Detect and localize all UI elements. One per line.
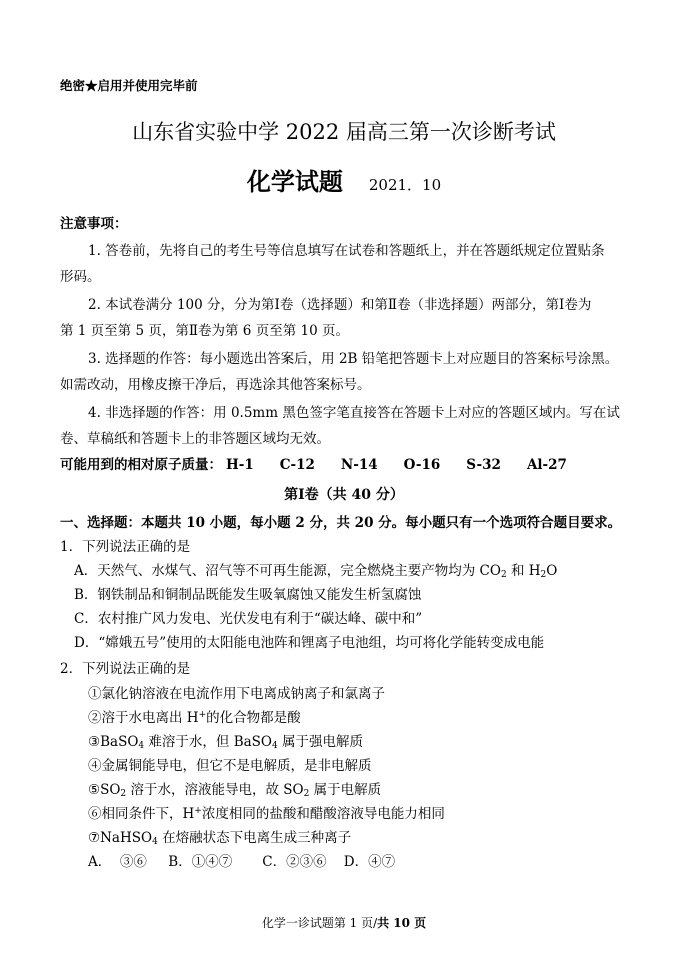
exam-date: 2021．10 — [368, 176, 442, 194]
confidential-label: 绝密★启用并使用完毕前 — [60, 78, 198, 93]
question-1-option-a: A．天然气、水煤气、沼气等不可再生能源，完全燃烧主要产物均为 $CO_2$ 和 $H_2O$ — [74, 563, 558, 580]
subject-row — [0, 162, 688, 197]
note-3-line-1: 3. 选择题的作答：每小题选出答案后，用 2B 铅笔把答题卡上对应题目的答案标号涂黑。 — [88, 351, 619, 367]
question-2-statement-6: ⑥相同条件下，H+浓度相同的盐酸和醋酸溶液导电能力相同 — [88, 806, 445, 822]
question-2-statement-1: ①氯化钠溶液在电流作用下电离成钠离子和氯离子 — [88, 686, 385, 702]
question-2-options: A． ③⑥ B．①④⑦ C．②③⑥ D．④⑦ — [88, 854, 396, 870]
atomic-mass-item: N-14 — [340, 457, 378, 473]
question-2-statement-5: $⑤SO_2$ 溶于水，溶液能导电，故 $SO_2$ 属于电解质 — [88, 782, 382, 799]
note-1-line-2: 形码。 — [60, 269, 101, 285]
atomic-mass-item: C-12 — [279, 457, 315, 473]
question-2-statement-3: ③BaSO$_4$ 难溶于水，但 BaSO$_4$ 属于强电解质 — [88, 734, 364, 751]
atomic-mass-label: 可能用到的相对原子质量： — [60, 457, 222, 473]
question-1-stem: 1．下列说法正确的是 — [60, 539, 191, 555]
notes-heading: 注意事项： — [60, 216, 128, 232]
question-2-statement-7: ⑦NaHSO$_4$ 在熔融状态下电离生成三种离子 — [88, 830, 352, 847]
atomic-mass-item: O-16 — [403, 457, 441, 473]
note-2-line-2: 第 1 页至第 5 页，第Ⅱ卷为第 6 页至第 10 页。 — [60, 323, 349, 339]
atomic-mass-item: Al-27 — [526, 457, 567, 473]
question-2-stem: 2．下列说法正确的是 — [60, 661, 191, 677]
subject-title: 化学试题 — [246, 167, 343, 196]
part-1-heading: 第Ⅰ卷（共 40 分） — [284, 487, 404, 503]
note-1-line-1: 1. 答卷前，先将自己的考生号等信息填写在试卷和答题纸上，并在答题纸规定位置贴条 — [88, 243, 605, 259]
question-2-statement-2: ②溶于水电离出 H+的化合物都是酸 — [88, 710, 301, 726]
atomic-mass-item: H-1 — [226, 457, 254, 473]
note-2-line-1: 2. 本试卷满分 100 分，分为第Ⅰ卷（选择题）和第Ⅱ卷（非选择题）两部分，第Ⅰ卷为 — [88, 297, 592, 313]
section-instruction: 一、选择题：本题共 10 小题，每小题 2 分，共 20 分。每小题只有一个选项符合题目要求。 — [60, 515, 622, 531]
note-4-line-1: 4. 非选择题的作答：用 0.5mm 黑色签字笔直接答在答题卡上对应的答题区域内。写在试 — [88, 405, 620, 421]
question-1-option-b: B．钢铁制品和铜制品既能发生吸氧腐蚀又能发生析氢腐蚀 — [74, 587, 422, 603]
page-footer: 化学一诊试题第 1 页/共 10 页 — [261, 916, 427, 930]
atomic-mass-item: S-32 — [466, 457, 501, 473]
question-2-statement-4: ④金属铜能导电，但它不是电解质，是非电解质 — [88, 758, 372, 774]
question-1-option-c: C．农村推广风力发电、光伏发电有利于“碳达峰、碳中和” — [74, 611, 423, 627]
atomic-mass-line — [60, 453, 593, 473]
note-4-line-2: 卷、草稿纸和答题卡上的非答题区域均无效。 — [60, 431, 330, 447]
question-1-option-d: D．“嫦娥五号”使用的太阳能电池阵和锂离子电池组，均可将化学能转变成电能 — [74, 635, 545, 651]
note-3-line-2: 如需改动，用橡皮擦干净后，再选涂其他答案标号。 — [60, 377, 371, 393]
exam-title: 山东省实验中学 2022 届高三第一次诊断考试 — [132, 120, 556, 144]
